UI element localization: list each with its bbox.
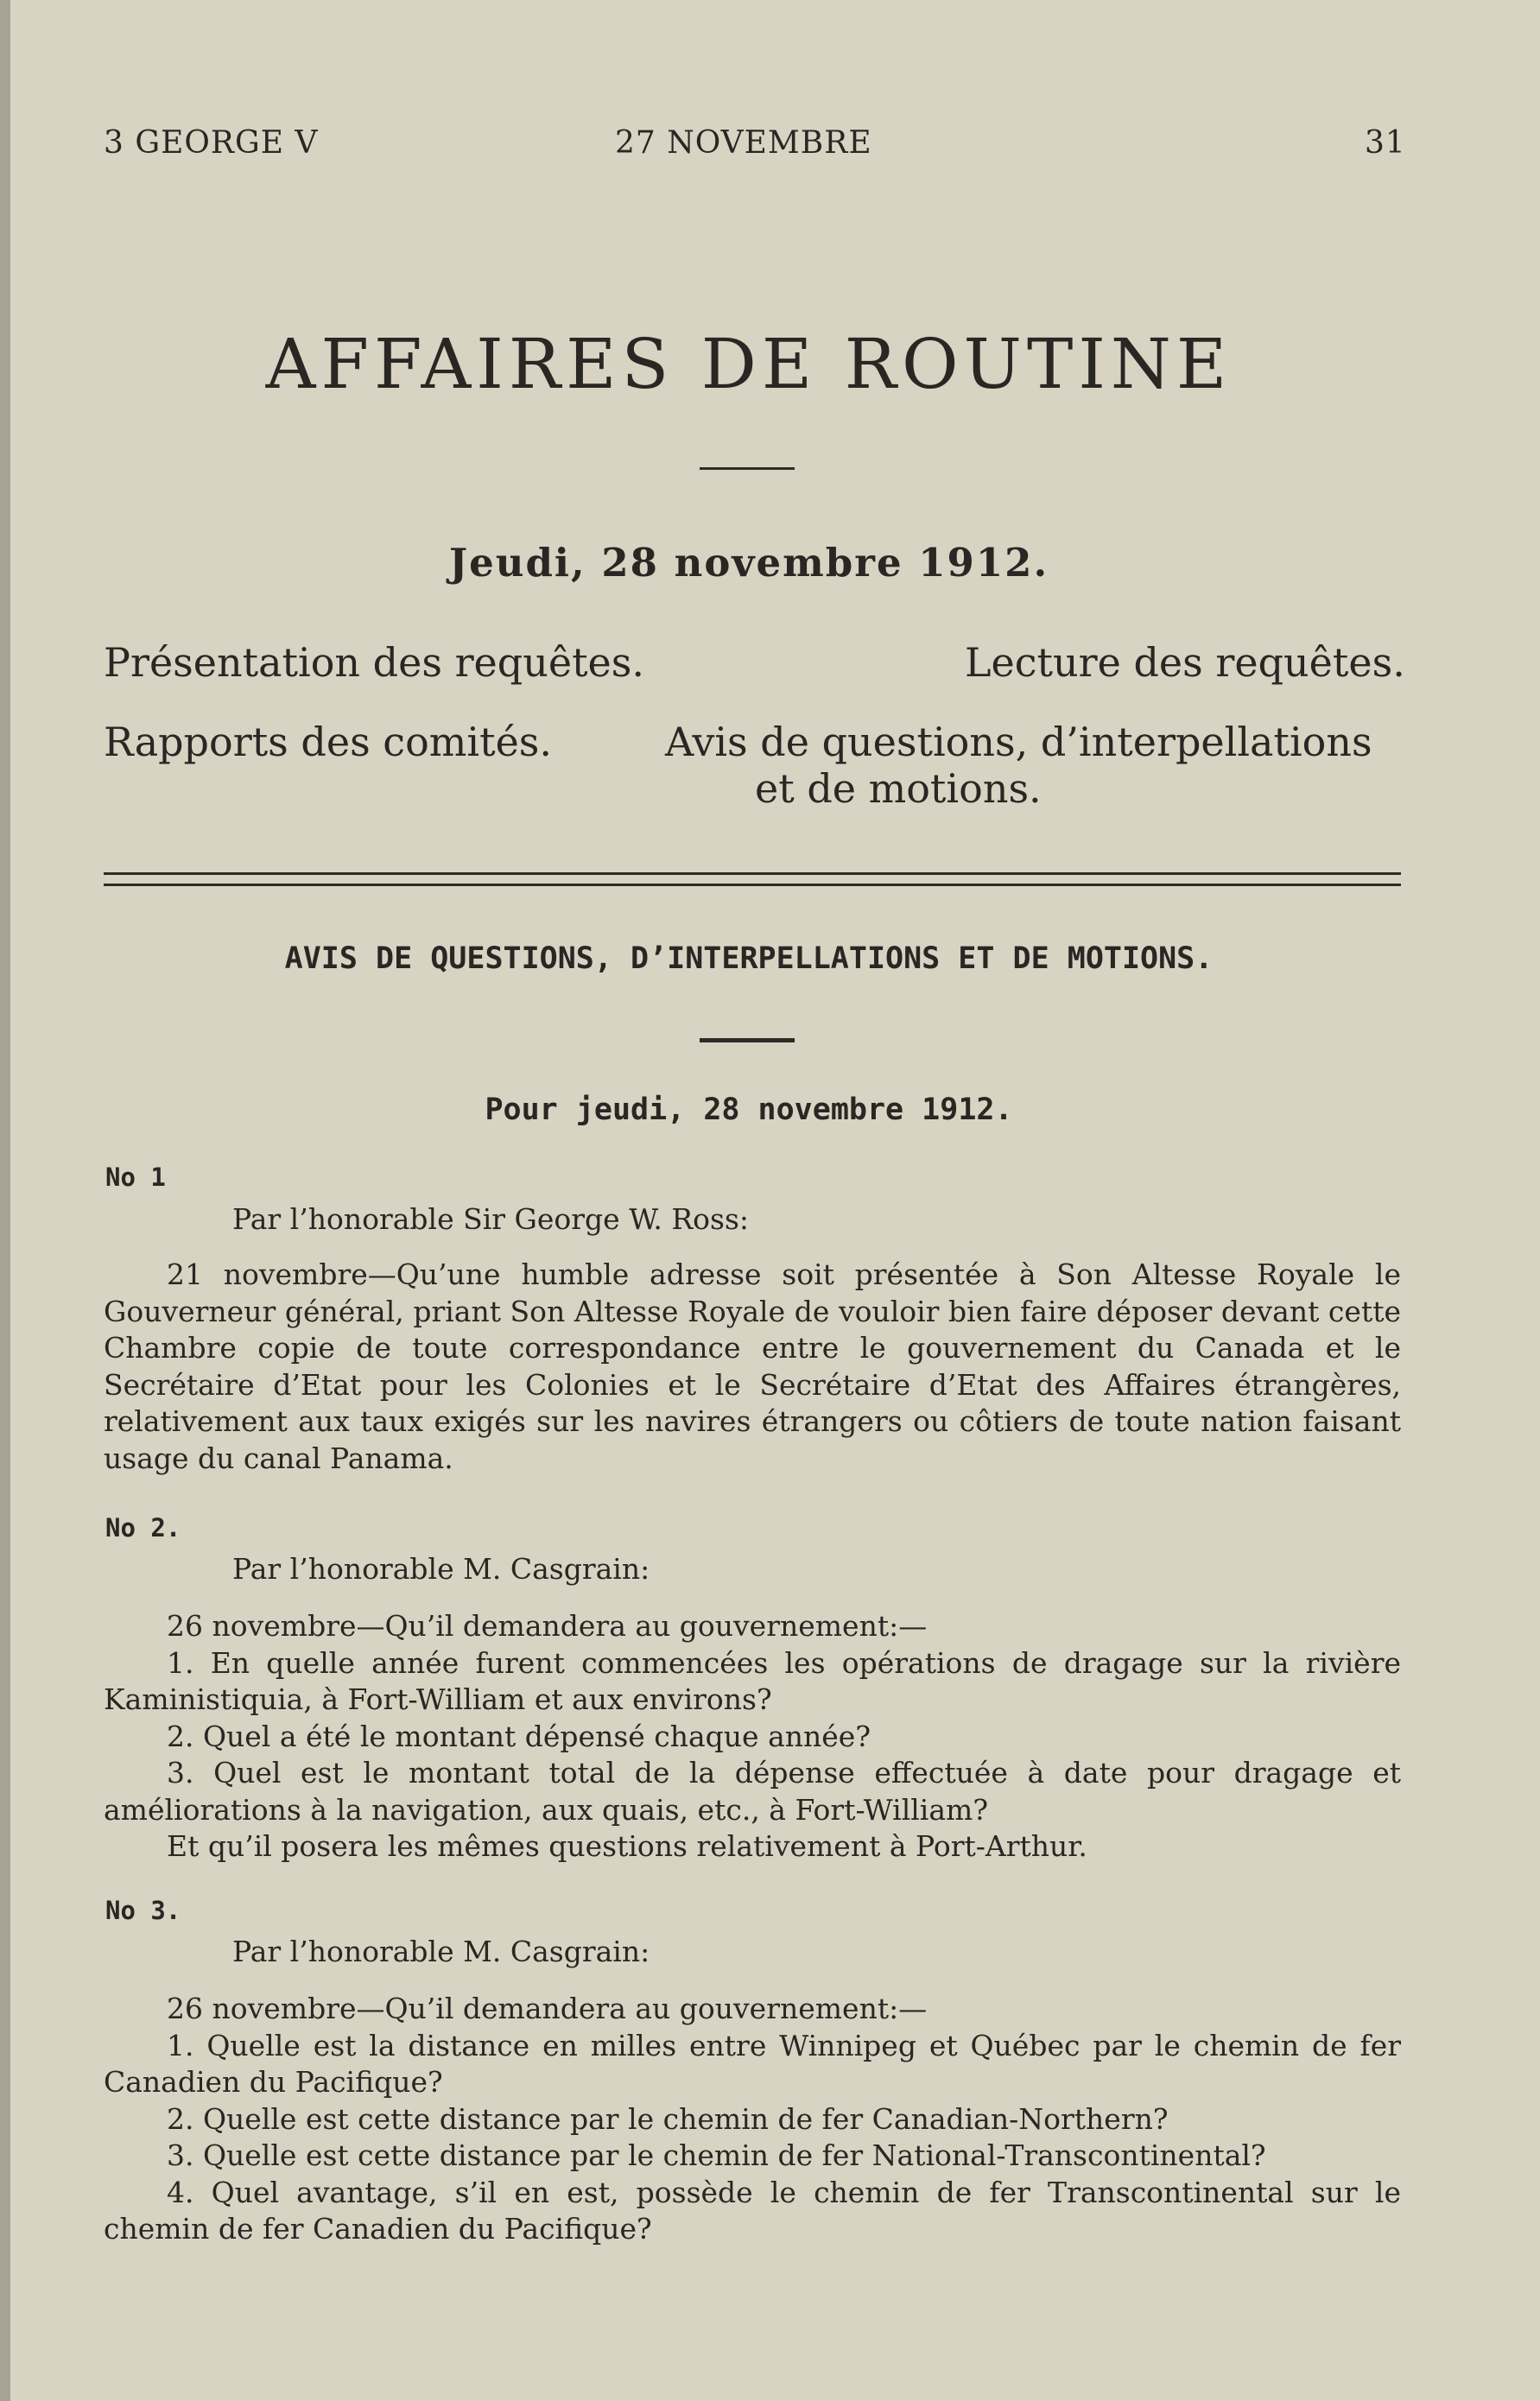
question-author: Par l’honorable Sir George W. Ross:: [232, 1202, 750, 1236]
question-body: [104, 1257, 1401, 1477]
order-item-rapports: Rapports des comités.: [104, 719, 553, 765]
question-paragraph: 4. Quel avantage, s’il en est, possède le chemin de fer Transcontinental sur le chemin de fer Canadien du Pacifique?: [104, 2175, 1401, 2246]
header-session: 3 GEORGE V: [104, 125, 319, 161]
question-author: Par l’honorable M. Casgrain:: [232, 1935, 650, 1968]
question-paragraph: 2. Quel a été le montant dépensé chaque année?: [167, 1719, 871, 1753]
question-paragraph: 3. Quelle est cette distance par le chemin de fer National-Transcontinental?: [167, 2138, 1266, 2172]
question-paragraph: 1. En quelle année furent commencées les opérations de dragage sur la rivière Kaministiquia, à Fort-William et aux environs?: [104, 1645, 1401, 1716]
section-heading: AVIS DE QUESTIONS, D’INTERPELLATIONS ET DE MOTIONS.: [284, 941, 1214, 976]
question-paragraph: 26 novembre—Qu’il demandera au gouvernement:—: [167, 1992, 928, 2025]
question-number: No 1: [105, 1162, 166, 1192]
date-heading: Jeudi, 28 novembre 1912.: [448, 540, 1049, 586]
question-body: [104, 1608, 1401, 1866]
question-paragraph: 26 novembre—Qu’il demandera au gouvernement:—: [167, 1609, 928, 1643]
order-item-lecture: Lecture des requêtes.: [965, 639, 1405, 686]
question-paragraph: 1. Quelle est la distance en milles entre Winnipeg et Québec par le chemin de fer Canadien du Pacifique?: [104, 2028, 1401, 2099]
title-rule: [700, 467, 795, 470]
question-paragraph: 3. Quel est le montant total de la dépense effectuée à date pour dragage et améliorations à la navigation, aux quais, etc., à Fort-William?: [104, 1756, 1401, 1827]
question-number: No 2.: [105, 1513, 181, 1543]
question-body: [104, 1991, 1401, 2248]
question-number: No 3.: [105, 1896, 181, 1925]
question-author: Par l’honorable M. Casgrain:: [232, 1552, 650, 1586]
question-paragraph: 2. Quelle est cette distance par le chemin de fer Canadian-Northern?: [167, 2101, 1169, 2136]
order-item-presentation: Présentation des requêtes.: [104, 639, 645, 686]
for-date-heading: Pour jeudi, 28 novembre 1912.: [485, 1093, 1013, 1127]
section-divider: [104, 872, 1401, 886]
question-paragraph: 21 novembre—Qu’une humble adresse soit présentée à Son Altesse Royale le Gouverneur général, priant Son Altesse Royale de vouloir bien faire déposer devant cette Chambre copie de toute correspondance entre le gouvernement du Canada et le Secrétaire d’Etat pour les Colonies et le Secrétaire d’Etat des Affaires étrangères, relativement aux taux exigés sur les navires étrangers ou côtiers de toute nation faisant usage du canal Panama.: [104, 1258, 1401, 1475]
page-number: 31: [1365, 125, 1406, 161]
header-date: 27 NOVEMBRE: [615, 125, 872, 161]
page-title: AFFAIRES DE ROUTINE: [265, 324, 1233, 404]
section-rule: [700, 1038, 795, 1042]
question-paragraph: Et qu’il posera les mêmes questions relativement à Port-Arthur.: [167, 1829, 1087, 1863]
order-item-avis-line1: Avis de questions, d’interpellations: [665, 719, 1372, 765]
order-item-avis-line2: et de motions.: [755, 765, 1042, 812]
